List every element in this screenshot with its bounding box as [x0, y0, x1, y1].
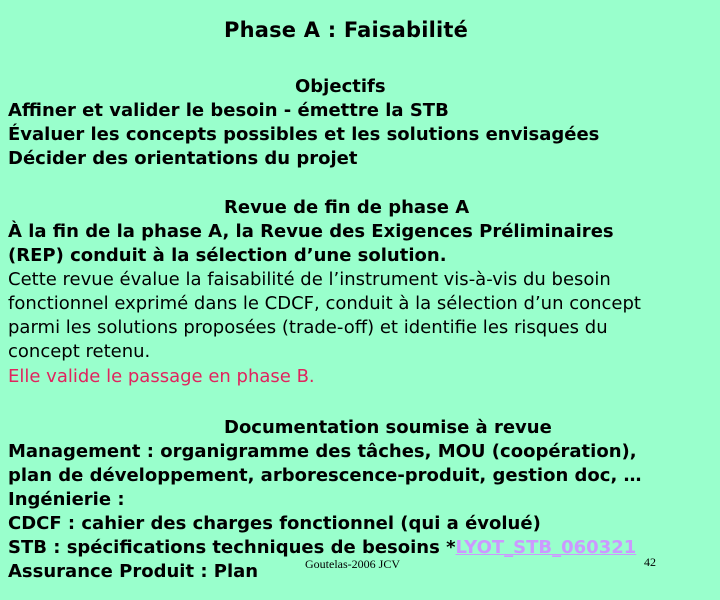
- page-title: Phase A : Faisabilité: [224, 18, 469, 42]
- revue-bold-line: À la fin de la phase A, la Revue des Exigences Préliminaires: [8, 221, 614, 242]
- stb-line: [8, 537, 636, 558]
- stb-label: STB : spécifications techniques de besoins *: [8, 537, 456, 558]
- documentation-line: Management : organigramme des tâches, MOU (coopération),: [8, 441, 637, 462]
- revue-body-line: Cette revue évalue la faisabilité de l’instrument vis-à-vis du besoin: [8, 269, 611, 290]
- revue-body-line: concept retenu.: [8, 341, 151, 362]
- documentation-line: CDCF : cahier des charges fonctionnel (qui a évolué): [8, 513, 541, 534]
- assurance-produit-line: Assurance Produit : Plan: [8, 561, 259, 582]
- documentation-heading: Documentation soumise à revue: [224, 417, 552, 438]
- documentation-line: Ingénierie :: [8, 489, 125, 510]
- revue-body-line: parmi les solutions proposées (trade-off) et identifie les risques du: [8, 317, 608, 338]
- footer-credit: Goutelas-2006 JCV: [305, 557, 400, 571]
- stb-document-link[interactable]: LYOT_STB_060321: [455, 537, 637, 558]
- objectifs-heading: Objectifs: [295, 76, 386, 97]
- documentation-line: plan de développement, arborescence-produit, gestion doc, …: [8, 465, 642, 486]
- page-number: 42: [644, 555, 656, 569]
- revue-body-line: fonctionnel exprimé dans le CDCF, conduit à la sélection d’un concept: [8, 293, 641, 314]
- revue-bold-line: (REP) conduit à la sélection d’une solution.: [8, 245, 447, 266]
- revue-heading: Revue de fin de phase A: [224, 197, 470, 218]
- objectif-item: Décider des orientations du projet: [8, 148, 358, 169]
- validation-line: Elle valide le passage en phase B.: [8, 366, 315, 387]
- objectif-item: Affiner et valider le besoin - émettre la STB: [8, 100, 449, 121]
- objectif-item: Évaluer les concepts possibles et les solutions envisagées: [8, 124, 600, 145]
